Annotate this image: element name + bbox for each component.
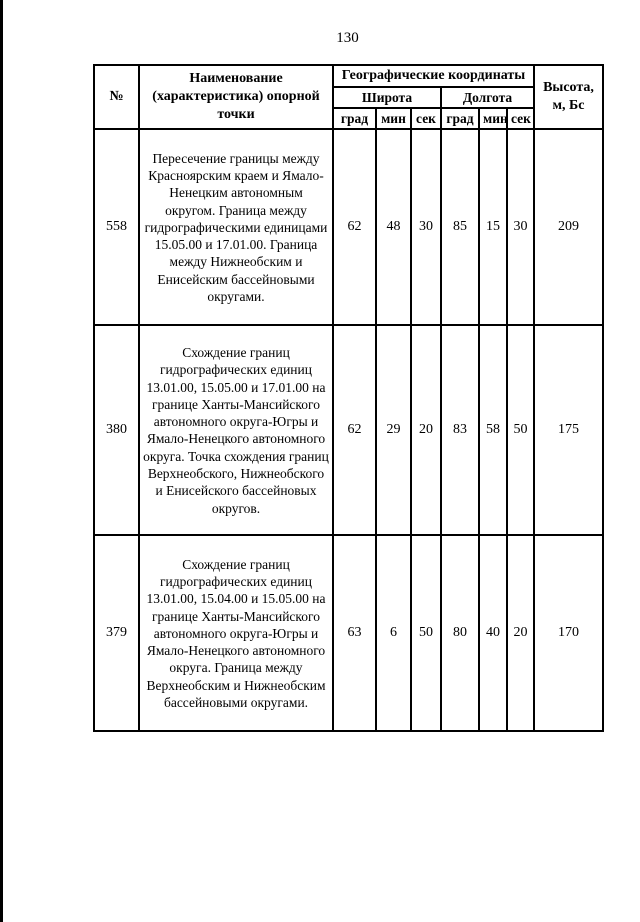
lat-min-value: 48: [376, 129, 411, 325]
column-header-lon-min: мин: [479, 108, 507, 129]
point-number: 380: [94, 325, 139, 535]
column-header-lon-deg: град: [441, 108, 479, 129]
lat-min-value: 29: [376, 325, 411, 535]
column-header-lat-sec: сек: [411, 108, 441, 129]
lon-min-value: 58: [479, 325, 507, 535]
lon-sec-value: 50: [507, 325, 534, 535]
column-header-name: Наименование (характеристика) опорной точки: [139, 65, 333, 129]
lat-sec-value: 30: [411, 129, 441, 325]
point-number: 379: [94, 535, 139, 731]
column-header-longitude: Долгота: [441, 87, 534, 108]
lon-min-value: 15: [479, 129, 507, 325]
lon-sec-value: 30: [507, 129, 534, 325]
scan-edge-line: [0, 0, 3, 922]
column-header-number: №: [94, 65, 139, 129]
lat-sec-value: 50: [411, 535, 441, 731]
point-number: 558: [94, 129, 139, 325]
lon-sec-value: 20: [507, 535, 534, 731]
height-value: 209: [534, 129, 603, 325]
table-row: [94, 129, 603, 325]
page-number: 130: [336, 30, 359, 46]
height-value: 175: [534, 325, 603, 535]
lat-sec-value: 20: [411, 325, 441, 535]
lat-deg-value: 63: [333, 535, 376, 731]
lat-deg-value: 62: [333, 325, 376, 535]
lon-deg-value: 80: [441, 535, 479, 731]
header-row-1: [94, 65, 603, 87]
column-header-lat-min: мин: [376, 108, 411, 129]
point-description: Схождение границ гидрографических единиц 13.01.00, 15.05.00 и 17.01.00 на границе Ханты-Мансийского автономного округа-Югры и Ямало-Ненецкого автономного округа. Точка схождения границ Верхнеобского, Нижнеобского и Енисейского бассейновых округов.: [139, 325, 333, 535]
lon-deg-value: 85: [441, 129, 479, 325]
column-header-lon-sec: сек: [507, 108, 534, 129]
table-row: [94, 325, 603, 535]
lat-min-value: 6: [376, 535, 411, 731]
column-header-geo-coordinates: Географические координаты: [333, 65, 534, 87]
point-description: Пересечение границы между Красноярским краем и Ямало-Ненецким автономным округом. Граница между гидрографическими единицами 15.05.00 и 17.01.00. Граница между Нижнеобским и Енисейским бассейновыми округами.: [139, 129, 333, 325]
column-header-lat-deg: град: [333, 108, 376, 129]
lon-min-value: 40: [479, 535, 507, 731]
table-row: [94, 535, 603, 731]
height-value: 170: [534, 535, 603, 731]
column-header-height: Высота, м, Бс: [534, 65, 603, 129]
point-description: Схождение границ гидрографических единиц 13.01.00, 15.04.00 и 15.05.00 на границе Ханты-Мансийского автономного округа-Югры и Ямало-Ненецкого автономного округа. Граница между Верхнеобским и Нижнеобским бассейновыми округами.: [139, 535, 333, 731]
column-header-latitude: Широта: [333, 87, 441, 108]
lon-deg-value: 83: [441, 325, 479, 535]
coordinates-table: [93, 64, 604, 732]
lat-deg-value: 62: [333, 129, 376, 325]
